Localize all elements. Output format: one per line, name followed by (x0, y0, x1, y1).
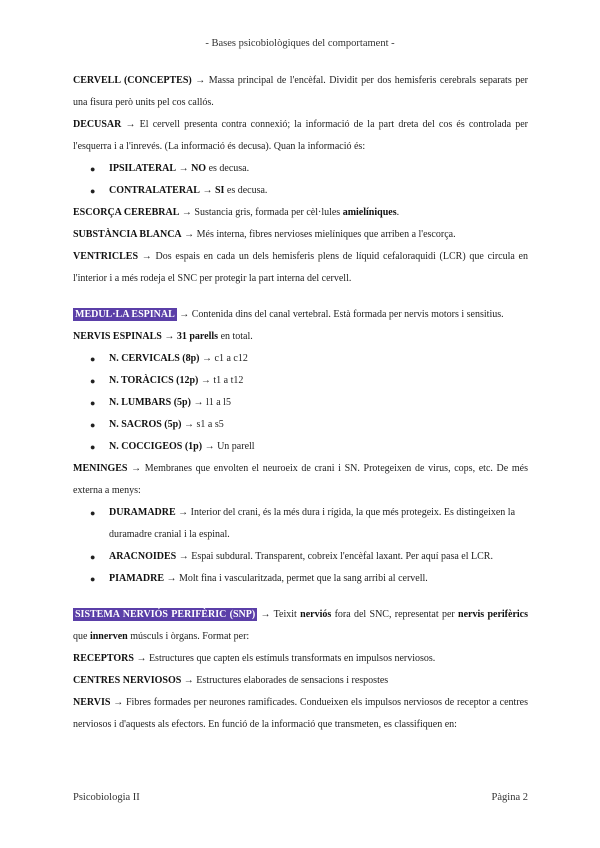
list-item (73, 158, 528, 180)
bullet-icon: ● (90, 398, 96, 408)
nervis-espinals-text: en total. (218, 331, 253, 342)
centres-text: → Estructures elaborades de sensacions i respostes (181, 675, 389, 686)
nervis-paragraph (73, 692, 528, 736)
list-item-text: → c1 a c12 (199, 353, 248, 364)
list-item-term: N. COCCIGEOS (1p) (109, 441, 203, 452)
blanca-paragraph (73, 224, 528, 246)
contralateral-si: SI (214, 185, 225, 196)
arrow-text: → (161, 331, 177, 342)
decusar-text: → El cervell presenta contra connexió; la informació de la part dreta del cos és controlada per l'esquerra i a l'inrevés. (La informació és decusa). Quan la informació és: (73, 119, 528, 152)
footer-left: Psicobiologia II (73, 792, 140, 803)
nervis-text: → Fibres formades per neurones ramificades. Condueixen els impulsos nerviosos de receptor a centres nerviosos i d'aquests als efectors. En funció de la informació que transmeten, es classifiquen en: (73, 697, 528, 730)
centres-paragraph (73, 670, 528, 692)
snp-bold: innerven (89, 631, 128, 642)
list-item-term: N. CERVICALS (8p) (109, 353, 200, 364)
snp-text: fora del SNC, representat per (331, 609, 459, 620)
list-item (73, 568, 528, 590)
arrow-text: → (176, 163, 192, 174)
nervis-espinals-paragraph (73, 326, 528, 348)
page-footer (73, 792, 528, 803)
list-item-text: → t1 a t12 (198, 375, 244, 386)
bullet-icon: ● (90, 552, 96, 562)
list-item (73, 392, 528, 414)
ventricles-paragraph (73, 246, 528, 290)
list-item-text: → Espai subdural. Transparent, cobreix l'encèfal laxant. Per aquí pasa el LCR. (176, 551, 493, 562)
page-content (73, 70, 528, 736)
ventricles-text: → Dos espais en cada un dels hemisferis plens de líquid cefaloraquidi (LCR) que circula en l'interior i a més rodeja el SNC per protegir la part interna del cervell. (73, 251, 528, 284)
meninges-text: → Membranes que envolten el neuroeix de crani i SN. Protegeixen de virus, cops, etc. De més externa a menys: (73, 463, 528, 496)
cervell-paragraph (73, 70, 528, 114)
list-item-term: ARACNOIDES (109, 551, 177, 562)
bullet-icon: ● (90, 420, 96, 430)
snp-paragraph (73, 604, 528, 648)
meninges-term: MENINGES (73, 463, 128, 474)
ventricles-term: VENTRICLES (73, 251, 139, 262)
snp-text: que (73, 631, 90, 642)
ipsilateral-term: IPSILATERAL (109, 163, 177, 174)
list-item (73, 180, 528, 202)
cervell-term: CERVELL (CONCEPTES) (73, 75, 192, 86)
contralateral-text: es decusa. (224, 185, 268, 196)
list-item (73, 546, 528, 568)
centres-term: CENTRES NERVIOSOS (73, 675, 182, 686)
bullet-icon: ● (90, 574, 96, 584)
list-item-term: N. SACROS (5p) (109, 419, 182, 430)
snp-text: músculs i òrgans. Format per: (127, 631, 250, 642)
nervis-espinals-count: 31 parells (176, 331, 219, 342)
ipsilateral-no: NO (191, 163, 207, 174)
bullet-icon: ● (90, 376, 96, 386)
footer-page-number: Pàgina 2 (491, 792, 528, 803)
list-item-text: → Un parell (202, 441, 255, 452)
bullet-icon: ● (90, 508, 96, 518)
medulla-paragraph (73, 304, 528, 326)
decusar-list (73, 158, 528, 202)
meninges-list (73, 502, 528, 590)
nervis-list (73, 348, 528, 458)
medulla-heading: MEDUL·LA ESPINAL (75, 309, 175, 320)
section-gap (73, 590, 528, 604)
list-item-term: N. TORÀCICS (12p) (109, 375, 199, 386)
escorca-paragraph (73, 202, 528, 224)
bullet-icon: ● (90, 186, 96, 196)
section-gap (73, 290, 528, 304)
meninges-paragraph (73, 458, 528, 502)
bullet-icon: ● (90, 354, 96, 364)
decusar-paragraph (73, 114, 528, 158)
nervis-term: NERVIS (73, 697, 111, 708)
list-item-term: PIAMADRE (109, 573, 164, 584)
list-item (73, 348, 528, 370)
decusar-term: DECUSAR (73, 119, 122, 130)
medulla-text: → Contenida dins del canal vertebral. Està formada per nervis motors i sensitius. (176, 309, 504, 320)
page-header: - Bases psicobiològiques del comportament - (205, 38, 395, 49)
list-item (73, 370, 528, 392)
receptors-text: → Estructures que capten els estímuls transformats en impulsos nerviosos. (133, 653, 436, 664)
arrow-text: → (199, 185, 215, 196)
list-item (73, 414, 528, 436)
list-item-text: → s1 a s5 (181, 419, 224, 430)
snp-heading: SISTEMA NERVIÓS PERIFÈRIC (SNP) (75, 609, 256, 620)
escorca-bold: amielíniques (342, 207, 397, 218)
blanca-term: SUBSTÀNCIA BLANCA (73, 229, 182, 240)
bullet-icon: ● (90, 164, 96, 174)
escorca-end: . (396, 207, 400, 218)
list-item (73, 436, 528, 458)
nervis-espinals-term: NERVIS ESPINALS (73, 331, 162, 342)
snp-bold: nerviós (300, 609, 332, 620)
cervell-text: → Massa principal de l'encèfal. Dividit per dos hemisferis cerebrals separats per una fisura però units pel cos callós. (73, 75, 528, 108)
list-item (73, 502, 528, 546)
bullet-icon: ● (90, 442, 96, 452)
ipsilateral-text: es decusa. (206, 163, 250, 174)
list-item-text: → Molt fina i vascularitzada, permet que la sang arribi al cervell. (164, 573, 428, 584)
list-item-text: → l1 a l5 (190, 397, 231, 408)
list-item-term: N. LUMBARS (5p) (109, 397, 191, 408)
blanca-text: → Més interna, fibres nervioses mielíniques que arriben a l'escorça. (181, 229, 456, 240)
receptors-term: RECEPTORS (73, 653, 134, 664)
snp-bold: nervis perifèrics (458, 609, 529, 620)
escorca-text: → Sustancia gris, formada per cèl·lules (179, 207, 343, 218)
escorca-term: ESCORÇA CEREBRAL (73, 207, 180, 218)
receptors-paragraph (73, 648, 528, 670)
contralateral-term: CONTRALATERAL (109, 185, 200, 196)
snp-text: → Teixit (257, 609, 301, 620)
list-item-text: → Interior del crani, és la més dura i rígida, la que més protegeix. Es distingeixen la duramadre cranial i la espinal. (109, 507, 516, 540)
list-item-term: DURAMADRE (109, 507, 176, 518)
